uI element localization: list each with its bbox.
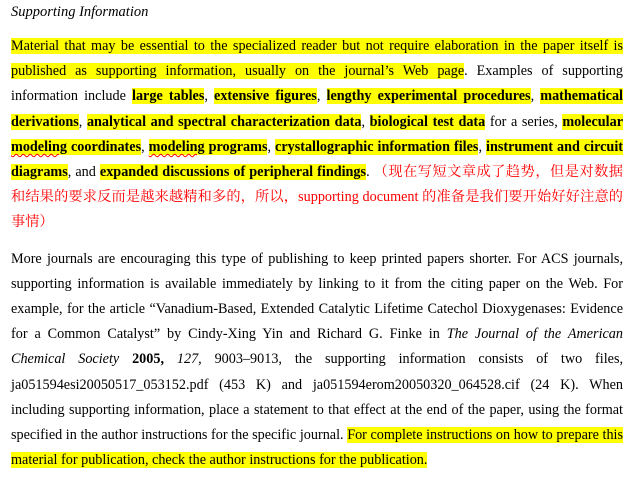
journal-name: The Journal of the American Chemical Society xyxy=(11,326,623,368)
example-item: instrument and circuit diagrams xyxy=(11,138,623,181)
examples-lead-in: . Examples of supporting information include xyxy=(11,63,623,105)
example-item-part: programs xyxy=(204,138,268,155)
example-item: analytical and spectral characterization data xyxy=(86,113,362,130)
example-item-part: coordinates xyxy=(66,138,142,155)
section-heading: Supporting Information xyxy=(11,4,149,20)
citation-year: 2005, xyxy=(132,351,164,368)
example-item xyxy=(149,139,268,155)
highlighted-closing: For complete instructions on how to prepare this material for publication, check the author instructions for the publication. xyxy=(11,427,624,469)
example-item: mathematical derivations xyxy=(11,88,624,130)
spacer xyxy=(119,351,132,367)
separator: , xyxy=(478,138,486,155)
example-item: lengthy experimental procedures xyxy=(326,88,531,105)
separator: , xyxy=(267,138,276,155)
example-item: biological test data xyxy=(369,113,486,130)
example-item: extensive figures xyxy=(214,88,317,105)
spellcheck-flagged-word: modeling xyxy=(11,138,67,155)
paragraph-acs-example xyxy=(11,247,623,474)
separator: , xyxy=(361,113,370,130)
separator: , xyxy=(316,88,327,105)
body-text: 9003–9013, the supporting information consists of two files, ja051594esi20050517_053152.pdf (453 K) and ja051594erom20050320_064528.cif (24 K). When including supporting information, place a statement to that effect at the end of the paper, using the format specified in the author instructions for the specific journal. xyxy=(11,351,624,444)
example-item: expanded discussions of peripheral findings xyxy=(99,164,367,181)
paragraph-supporting-info-definition xyxy=(11,34,623,236)
citation-volume: 127, xyxy=(176,351,202,368)
separator: , xyxy=(204,88,215,105)
separator: for a series, xyxy=(485,113,563,130)
example-item: large tables xyxy=(132,88,205,105)
separator: . xyxy=(366,164,374,181)
separator: , xyxy=(141,138,149,155)
separator: , xyxy=(78,113,87,130)
spellcheck-flagged-word: modeling xyxy=(148,138,205,155)
separator: , and xyxy=(67,164,100,181)
example-item: crystallographic information files xyxy=(275,138,479,155)
spacer xyxy=(164,351,177,367)
separator: , xyxy=(530,88,541,105)
highlighted-intro: Material that may be essential to the specialized reader but not require elaboration in the paper itself is published as supporting information, usually on the journal’s Web page xyxy=(11,38,623,80)
example-item-part: molecular xyxy=(562,113,624,130)
chinese-annotation: （现在写短文章成了趋势，但是对数据和结果的要求反而是越来越精和多的，所以，supporting document 的准备是我们要开始好好注意的事情） xyxy=(11,164,623,231)
body-text: More journals are encouraging this type of publishing to keep printed papers shorter. For ACS journals, supporting information is available immediately by linking to it from the citing paper on the Web. For example, for the article “Vanadium-Based, Extended Catalytic Lifetime Catechol Dioxygenases: Evidence for a Common Catalyst” by Cindy-Xing Yin and Richard G. Finke in xyxy=(11,250,623,343)
